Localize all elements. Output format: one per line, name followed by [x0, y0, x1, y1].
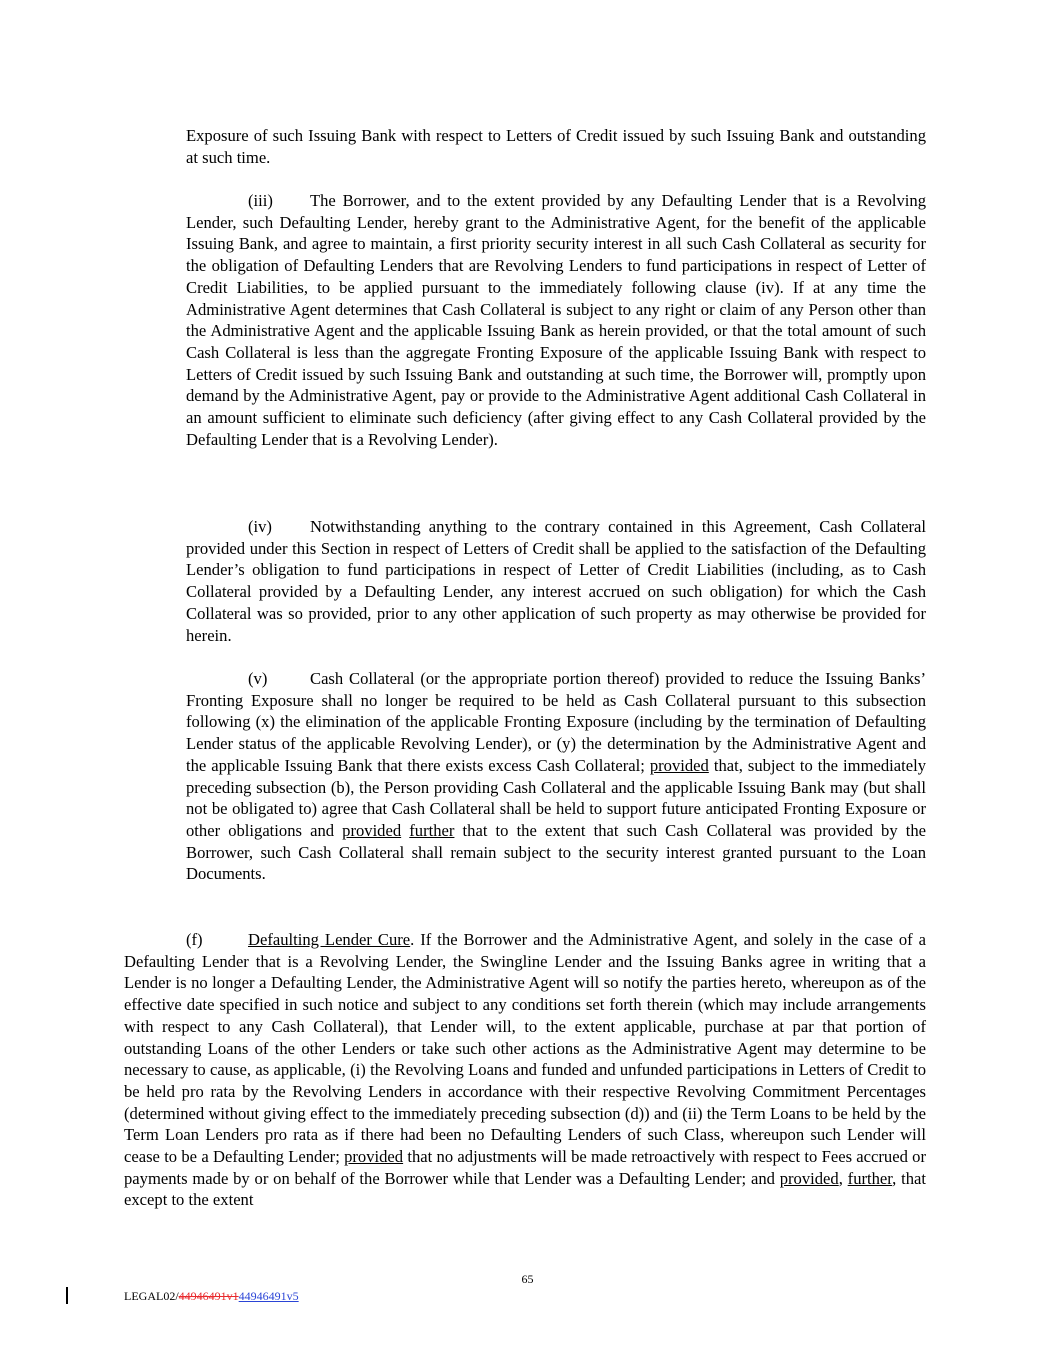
page-number: 65	[521, 1272, 534, 1286]
clause-marker-v: (v)	[248, 669, 268, 688]
doc-id-inserted-version: 44946491v5	[238, 1289, 299, 1303]
section-text-f-part4: , that except to the extent	[124, 1168, 926, 1210]
paragraph-exposure-continuation: Exposure of such Issuing Bank with respect to Letters of Credit issued by such Issuing Bank and outstanding at such time.	[186, 126, 926, 167]
paragraph-iii	[186, 190, 926, 450]
defined-term-provided: provided	[344, 1147, 404, 1167]
change-bar	[66, 1287, 68, 1304]
clause-text-v-part4: that to the extent that such Cash Collateral was provided by the Borrower, such Cash Collateral shall remain subject to the security interest granted pursuant to the Loan Documents.	[186, 820, 926, 884]
defined-term-further: further	[847, 1168, 893, 1188]
clause-text-v-part2: that, subject to the immediately preceding subsection (b), the Person providing Cash Collateral and the applicable Issuing Bank may (but shall not be obligated to) agree that Cash Collateral shall be held to support future anticipated Fronting Exposure or other obligations and	[186, 755, 926, 840]
defined-term-provided: provided	[342, 820, 402, 840]
doc-id-deleted-version: 44946491v1	[178, 1289, 239, 1303]
defined-term-further: further	[409, 820, 455, 840]
paragraph-v	[186, 668, 926, 885]
section-text-f-part3: ,	[838, 1168, 848, 1188]
doc-id-prefix: LEGAL02/	[124, 1289, 179, 1303]
section-text-f-part1: . If the Borrower and the Administrative Agent, and solely in the case of a Defaulting Lender that is a Revolving Lender, the Swingline Lender and the Issuing Banks agree in writing that a Lender is no longer a Defaulting Lender, the Administrative Agent will so notify the parties hereto, whereupon as of the effective date specified in such notice and subject to any conditions set forth therein (which may include arrangements with respect to any Cash Collateral), that Lender will, to the extent applicable, purchase at par that portion of outstanding Loans of the other Lenders or take such other actions as the Administrative Agent may determine to be necessary to cause, as applicable, (i) the Revolving Loans and funded and unfunded participations in Letters of Credit to be held pro rata by the Revolving Lenders in accordance with their respective Revolving Commitment Percentages (determined without giving effect to the immediately preceding subsection (d)) and (ii) the Term Loans to be held by the Term Loan Lenders pro rata as if there had been no Defaulting Lenders of such Class, whereupon such Lender will cease to be a Defaulting Lender;	[124, 930, 926, 1167]
document-identifier	[124, 1289, 299, 1304]
clause-marker-iv: (iv)	[248, 517, 272, 536]
defined-term-provided: provided	[649, 755, 709, 775]
clause-text-v-part1: Cash Collateral (or the appropriate portion thereof) provided to reduce the Issuing Banks’ Fronting Exposure shall no longer be required to be held as Cash Collateral pursuant to this subsection following (x) the elimination of the applicable Fronting Exposure (including by the termination of Defaulting Lender status of the applicable Revolving Lender), or (y) the determination by the Administrative Agent and the applicable Issuing Bank that there exists excess Cash Collateral;	[186, 669, 926, 775]
defined-term-provided: provided	[779, 1168, 839, 1188]
paragraph-f	[124, 929, 926, 1211]
section-heading-defaulting-lender-cure: Defaulting Lender Cure	[248, 930, 411, 949]
clause-text-iii: The Borrower, and to the extent provided by any Defaulting Lender that is a Revolving Lender, such Defaulting Lender, hereby grant to the Administrative Agent, for the benefit of the applicable Issuing Bank, and agree to maintain, a first priority security interest in all such Cash Collateral as security for the obligation of Defaulting Lenders that are Revolving Lenders to fund participations in respect of Letter of Credit Liabilities, to be applied pursuant to the immediately following clause (iv). If at any time the Administrative Agent determines that Cash Collateral is subject to any right or claim of any Person other than the Administrative Agent and the applicable Issuing Bank as herein provided, or that the total amount of such Cash Collateral is less than the aggregate Fronting Exposure of the applicable Issuing Bank with respect to Letters of Credit issued by such Issuing Bank and outstanding at such time, the Borrower will, promptly upon demand by the Administrative Agent, pay or provide to the Administrative Agent additional Cash Collateral in an amount sufficient to eliminate such deficiency (after giving effect to any Cash Collateral provided by the Defaulting Lender that is a Revolving Lender).	[186, 191, 926, 449]
section-text-f-part2: that no adjustments will be made retroactively with respect to Fees accrued or payments made by or on behalf of the Borrower while that Lender was a Defaulting Lender; and	[124, 1147, 926, 1188]
section-marker-f: (f)	[186, 930, 203, 949]
paragraph-iv	[186, 516, 926, 646]
clause-text-iv: Notwithstanding anything to the contrary contained in this Agreement, Cash Collateral provided under this Section in respect of Letters of Credit shall be applied to the satisfaction of the Defaulting Lender’s obligation to fund participations in respect of Letter of Credit Liabilities (including, as to Cash Collateral provided by a Defaulting Lender, any interest accrued on such obligation) for which the Cash Collateral was so provided, prior to any other application of such property as may otherwise be provided for herein.	[186, 517, 926, 645]
clause-marker-iii: (iii)	[248, 191, 273, 210]
